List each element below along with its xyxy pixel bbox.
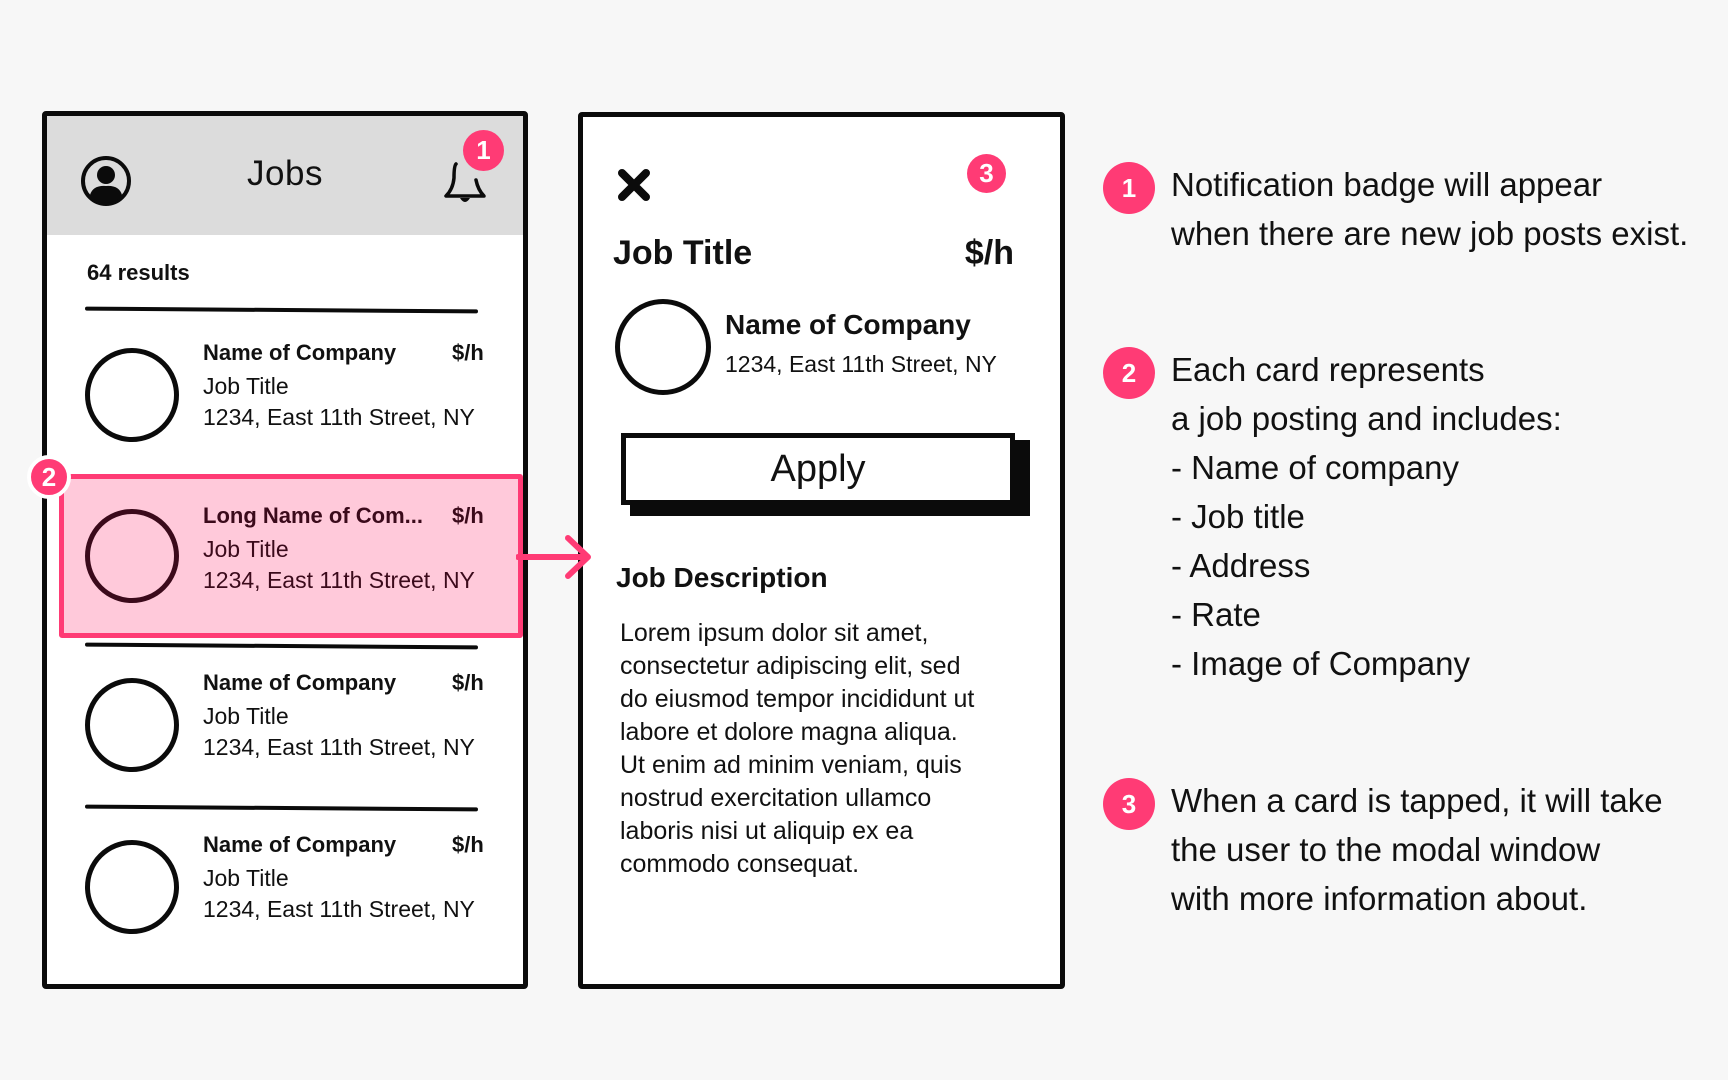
divider <box>85 307 478 314</box>
hourly-rate: $/h <box>452 340 484 365</box>
annotation-line: - Image of Company <box>1171 645 1470 682</box>
job-title: Job Title <box>203 865 289 891</box>
results-count: 64 results <box>87 260 190 285</box>
modal-address: 1234, East 11th Street, NY <box>725 351 997 377</box>
description-line: commodo consequat. <box>620 850 860 878</box>
annotation-line: - Rate <box>1171 596 1261 633</box>
company-logo-placeholder <box>85 509 179 603</box>
company-logo-placeholder <box>85 348 179 442</box>
annotation-line: - Name of company <box>1171 449 1459 486</box>
description-line: consectetur adipiscing elit, sed <box>620 652 961 680</box>
hourly-rate: $/h <box>452 832 484 857</box>
annotation-line: When a card is tapped, it will take <box>1171 782 1663 819</box>
job-card[interactable] <box>47 316 523 466</box>
hourly-rate: $/h <box>452 503 484 528</box>
company-name: Name of Company <box>203 832 397 857</box>
annotation-line: a job posting and includes: <box>1171 400 1562 437</box>
description-line: do eiusmod tempor incididunt ut <box>620 685 975 713</box>
annotation-line: with more information about. <box>1171 880 1588 917</box>
company-logo-placeholder <box>85 840 179 934</box>
annotation-text <box>1171 776 1663 923</box>
notification-badge: 1 <box>463 130 504 171</box>
job-title: Job Title <box>203 703 289 729</box>
job-detail-modal <box>578 112 1065 989</box>
modal-company-name: Name of Company <box>725 309 971 340</box>
job-list-screen <box>42 111 528 989</box>
description-line: labore et dolore magna aliqua. <box>620 718 958 746</box>
annotation-line: Notification badge will appear <box>1171 166 1603 203</box>
job-address: 1234, East 11th Street, NY <box>203 734 475 760</box>
description-line: Ut enim ad minim veniam, quis <box>620 751 962 779</box>
job-card[interactable] <box>47 808 523 958</box>
modal-job-title: Job Title <box>613 234 753 272</box>
job-title: Job Title <box>203 536 289 562</box>
company-logo-placeholder <box>85 678 179 772</box>
hourly-rate: $/h <box>452 670 484 695</box>
description-line: Lorem ipsum dolor sit amet, <box>620 619 929 647</box>
job-description-text <box>620 617 1030 881</box>
annotation-badge: 2 <box>1103 347 1155 399</box>
annotation-text <box>1171 345 1562 688</box>
job-card[interactable] <box>47 646 523 796</box>
job-address: 1234, East 11th Street, NY <box>203 404 475 430</box>
close-x-icon[interactable] <box>616 167 652 203</box>
app-header <box>47 116 523 235</box>
modal-hourly-rate: $/h <box>964 234 1014 272</box>
modal-callout-badge: 3 <box>967 154 1006 193</box>
annotation-line: the user to the modal window <box>1171 831 1601 868</box>
job-card-highlighted[interactable] <box>59 474 523 638</box>
job-address: 1234, East 11th Street, NY <box>203 567 475 593</box>
description-line: laboris nisi ut aliquip ex ea <box>620 817 914 845</box>
job-description-heading: Job Description <box>616 562 828 593</box>
annotation-badge: 3 <box>1103 778 1155 830</box>
annotation-line: - Job title <box>1171 498 1305 535</box>
company-name: Name of Company <box>203 670 397 695</box>
company-logo-placeholder <box>615 299 711 395</box>
annotation-line: Each card represents <box>1171 351 1485 388</box>
annotation-line: - Address <box>1171 547 1311 584</box>
job-address: 1234, East 11th Street, NY <box>203 896 475 922</box>
description-line: nostrud exercitation ullamco <box>620 784 932 812</box>
card-callout-badge: 2 <box>27 455 71 499</box>
annotation-line: when there are new job posts exist. <box>1171 215 1689 252</box>
apply-button[interactable]: Apply <box>621 433 1015 505</box>
page-title: Jobs <box>247 154 323 193</box>
flow-arrow-icon <box>516 530 594 584</box>
annotation-badge: 1 <box>1103 162 1155 214</box>
company-name: Long Name of Com... <box>203 503 423 528</box>
job-title: Job Title <box>203 373 289 399</box>
annotation-text <box>1171 160 1688 258</box>
company-name: Name of Company <box>203 340 397 365</box>
